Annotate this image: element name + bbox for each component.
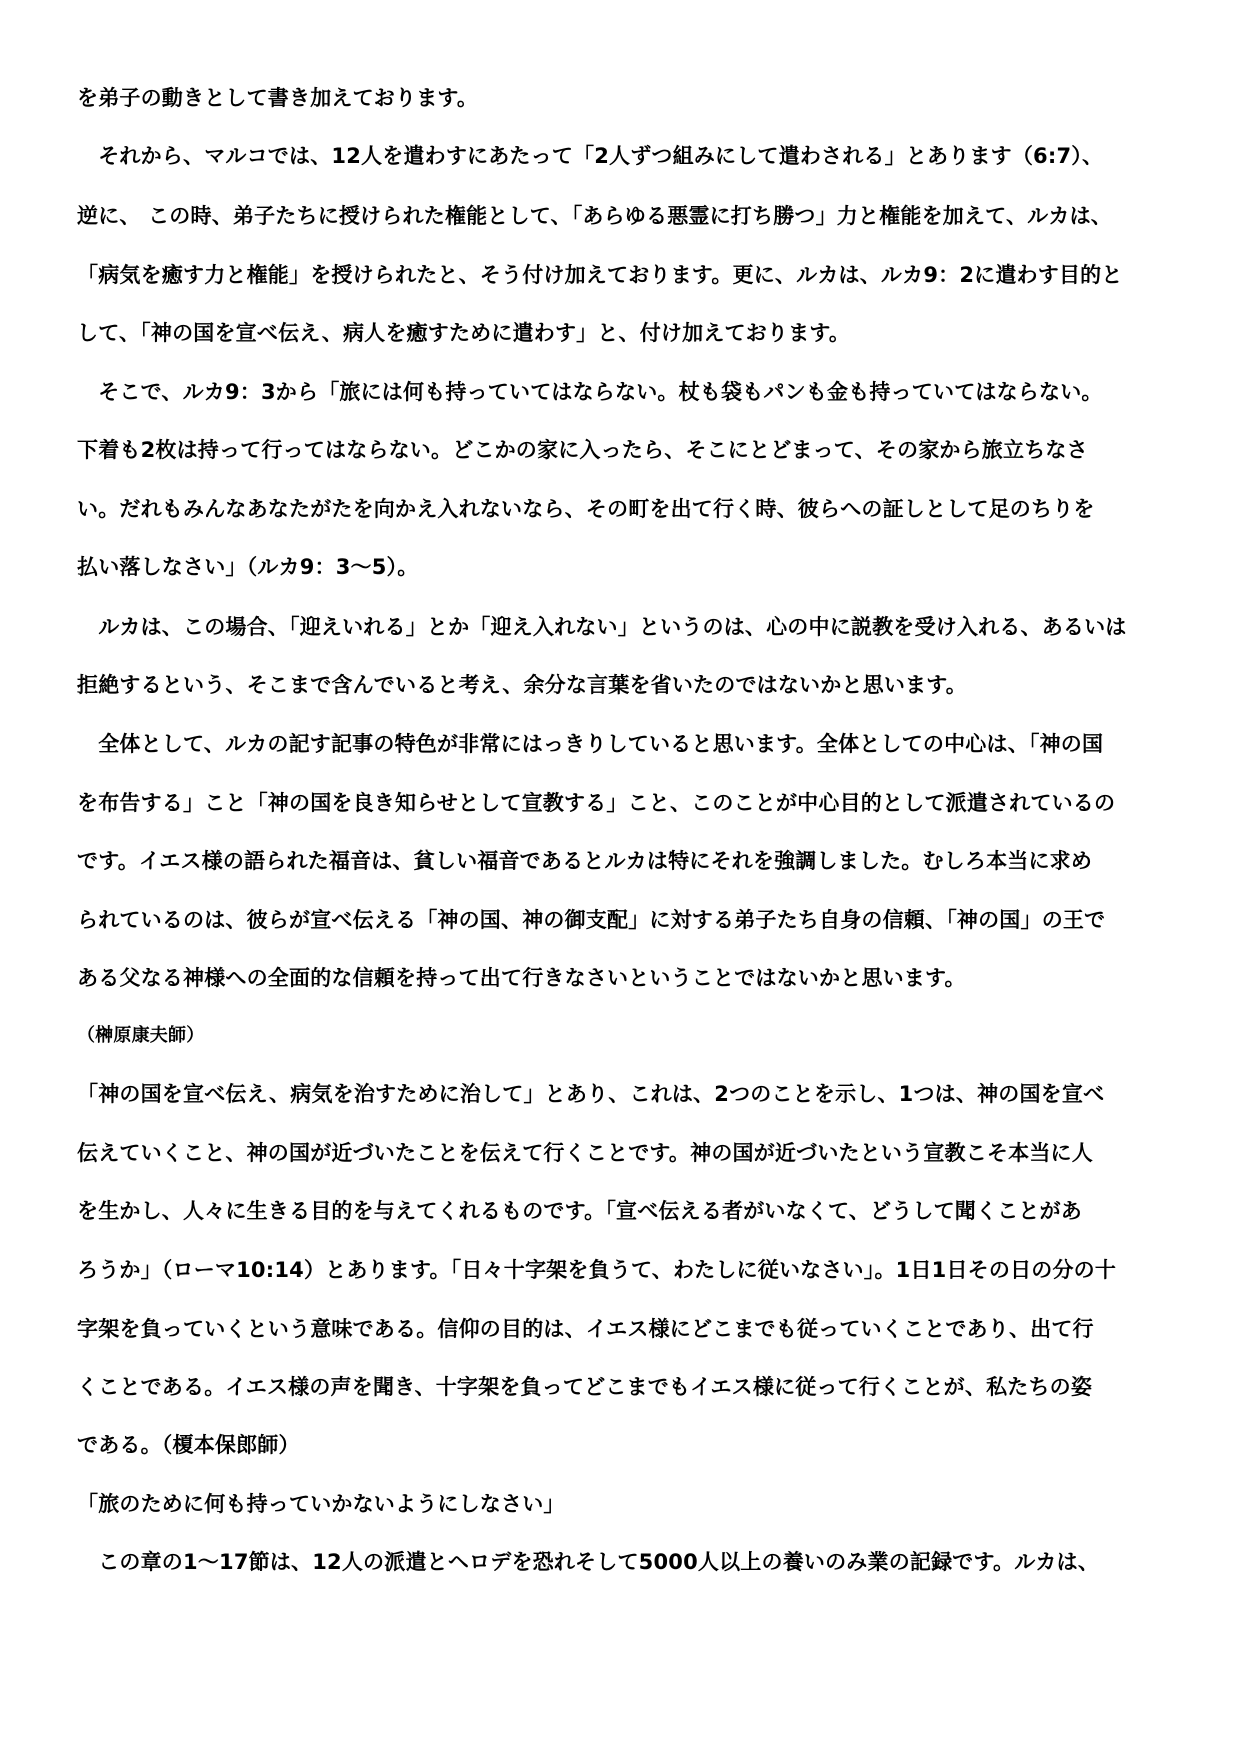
text-line: それから、マルコでは、12人を遣わすにあたって「2人ずつ組みにして遣わされる」とあります（6:7）、 <box>77 144 1104 168</box>
text-line: 逆に、 この時、弟子たちに授けられた権能として、「あらゆる悪霊に打ち勝つ」力と権能を加えて、ルカは、 <box>77 204 1112 228</box>
text-line: 「旅のために何も持っていかないようにしなさい」 <box>77 1492 565 1516</box>
text-line: 全体として、ルカの記す記事の特色が非常にはっきりしていると思います。全体としての中心は、「神の国 <box>77 732 1104 756</box>
text-line: ルカは、この場合、「迎えいれる」とか「迎え入れない」というのは、心の中に説教を受け入れる、あるいは <box>77 615 1127 639</box>
text-line: い。だれもみんなあなたがたを向かえ入れないなら、その町を出て行く時、彼らへの証しとして足のちりを <box>77 497 1095 521</box>
text-line: して、「神の国を宣べ伝え、病人を癒すために遣わす」と、付け加えております。 <box>77 321 851 345</box>
text-line: くことである。イエス様の声を聞き、十字架を負ってどこまでもイエス様に従って行くことが、私たちの姿 <box>77 1375 1093 1399</box>
text-line: を生かし、人々に生きる目的を与えてくれるものです。「宣べ伝える者がいなくて、どうして聞くことがあ <box>77 1199 1082 1223</box>
text-line: 「病気を癒す力と権能」を授けられたと、そう付け加えております。更に、ルカは、ルカ9：2に遣わす目的と <box>77 263 1123 287</box>
text-line: 払い落しなさい」（ルカ9：3～5）。 <box>77 555 419 579</box>
text-line: 拒絶するという、そこまで含んでいると考え、余分な言葉を省いたのではないかと思います。 <box>77 673 967 697</box>
text-line: 下着も2枚は持って行ってはならない。どこかの家に入ったら、そこにとどまって、その家から旅立ちなさ <box>77 438 1088 462</box>
text-line: 伝えていくこと、神の国が近づいたことを伝えて行くことです。神の国が近づいたという宣教こそ本当に人 <box>77 1141 1093 1165</box>
text-line: である。（榎本保郎師） <box>77 1433 300 1457</box>
text-line: ある父なる神様への全面的な信頼を持って出て行きなさいということではないかと思います。 <box>77 966 966 990</box>
text-line: 「神の国を宣べ伝え、病気を治すために治して」とあり、これは、2つのことを示し、1つは、神の国を宣べ <box>77 1082 1105 1106</box>
text-line: そこで、ルカ9：3から「旅には何も持っていてはならない。杖も袋もパンも金も持っていてはならない。 <box>77 380 1103 404</box>
text-line: を弟子の動きとして書き加えております。 <box>77 86 479 110</box>
attribution: （榊原康夫師） <box>77 1025 205 1046</box>
text-line: 字架を負っていくという意味である。信仰の目的は、イエス様にどこまでも従っていくことであり、出て行 <box>77 1317 1094 1341</box>
text-line: この章の1～17節は、12人の派遣とヘロデを恐れそして5000人以上の養いのみ業の記録です。ルカは、 <box>77 1550 1100 1574</box>
text-line: です。イエス様の語られた福音は、貧しい福音であるとルカは特にそれを強調しました。むしろ本当に求め <box>77 849 1093 873</box>
text-line: られているのは、彼らが宣べ伝える「神の国、神の御支配」に対する弟子たち自身の信頼、「神の国」の王で <box>77 908 1106 932</box>
text-line: ろうか」（ローマ10:14）とあります。「日々十字架を負うて、わたしに従いなさい」。1日1日その日の分の十 <box>77 1258 1117 1282</box>
text-line: を布告する」こと「神の国を良き知らせとして宣教する」こと、このことが中心目的として派遣されているの <box>77 791 1116 815</box>
